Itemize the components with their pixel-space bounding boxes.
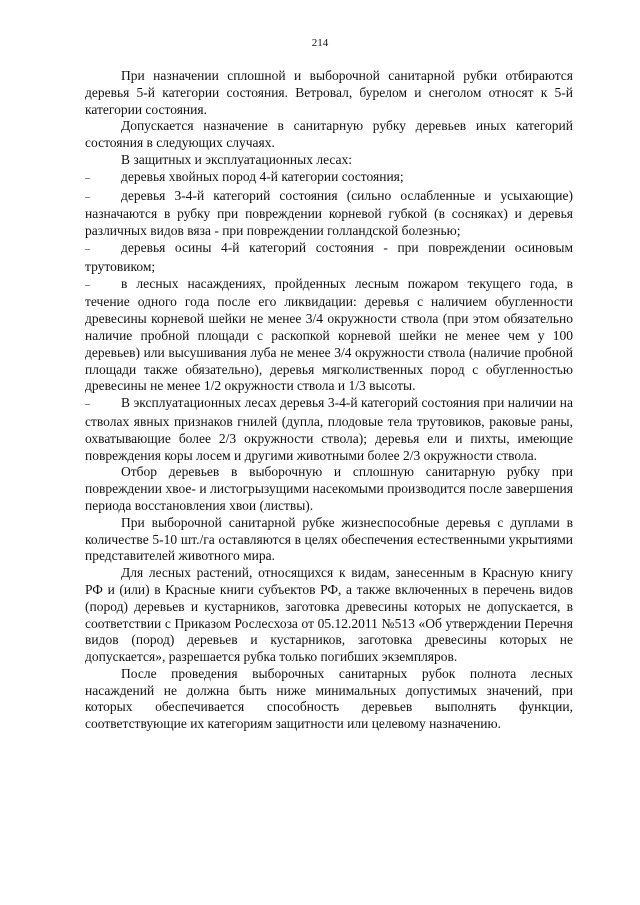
- bullet-text: деревья хвойных пород 4-й категории состояния;: [121, 168, 404, 184]
- paragraph: При выборочной санитарной рубке жизнеспособные деревья с дуплами в количестве 5-10 шт./га оставляются в целях обеспечения естественными укрытиями представителей животного мира.: [85, 514, 573, 564]
- dash-marker: –: [85, 279, 90, 291]
- dash-marker: –: [85, 243, 90, 255]
- bullet-text: деревья осины 4-й категорий состояния - при повреждении осиновым трутовиком;: [85, 239, 573, 274]
- bullet-text: в лесных насаждениях, пройденных лесным пожаром текущего года, в течение одного года после его ликвидации: деревья с наличием обугленности древесины корневой шейки не менее 3/4 окружности ствола (при этом обязательно наличие пробной площади с раскопкой корневой шейки не менее чем у 100 деревьев) или высушивания луба не менее 3/4 окружности ствола (наличие пробной площади также обязательно), деревья мягколиственных пород с обугленностью древесины не менее 1/2 окружности ствола и 1/3 высоты.: [85, 275, 573, 394]
- paragraph: После проведения выборочных санитарных рубок полнота лесных насаждений не должна быть ниже минимальных допустимых значений, при которых обеспечивается способность деревьев выполнять функции, соответствующие их категориям защитности или целевому назначению.: [85, 665, 573, 732]
- paragraph: Допускается назначение в санитарную рубку деревьев иных категорий состояния в следующих случаях.: [85, 118, 573, 151]
- dash-marker: –: [85, 172, 90, 184]
- document-body: [85, 68, 573, 733]
- dash-marker: –: [85, 399, 90, 411]
- page-number: 214: [311, 37, 329, 49]
- paragraph: Для лесных растений, относящихся к видам, занесенным в Красную книгу РФ и (или) в Красные книги субъектов РФ, а также включенных в перечень видов (пород) деревьев и кустарников, заготовка древесины которых не допускается, в соответствии с Приказом Рослесхоза от 05.12.2011 №513 «Об утверждении Перечня видов (пород) деревьев и кустарников, заготовка древесины которых не допускается», разрешается рубка только погибших экземпляров.: [85, 565, 573, 665]
- bullet-text: деревья 3-4-й категорий состояния (сильно ослабленные и усыхающие) назначаются в рубку при повреждении корневой губкой (в сосняках) и деревья различных видов вяза - при повреждении голландской болезнью;: [85, 187, 573, 239]
- bullet-item: [85, 188, 573, 240]
- paragraph: При назначении сплошной и выборочной санитарной рубки отбираются деревья 5-й категории состояния. Ветровал, бурелом и снеголом относят к 5-й категории состояния.: [85, 68, 573, 117]
- dash-marker: –: [85, 191, 90, 203]
- paragraph: В защитных и эксплуатационных лесах:: [121, 151, 353, 167]
- bullet-item: [85, 240, 573, 276]
- paragraph: Отбор деревьев в выборочную и сплошную санитарную рубку при повреждении хвое- и листогрызущими насекомыми производится после завершения периода восстановления хвои (листвы).: [85, 464, 573, 513]
- bullet-item: [85, 276, 573, 396]
- bullet-item: [85, 169, 573, 188]
- bullet-item: [85, 395, 573, 464]
- bullet-text: В эксплуатационных лесах деревья 3-4-й категорий состояния при наличии на стволах явных признаков гнилей (дупла, плодовые тела трутовиков, раковые раны, охватывающие более 2/3 окружности ствола); деревья ели и пихты, имеющие повреждения коры лосем и другими животными более 2/3 окружности ствола.: [85, 395, 573, 463]
